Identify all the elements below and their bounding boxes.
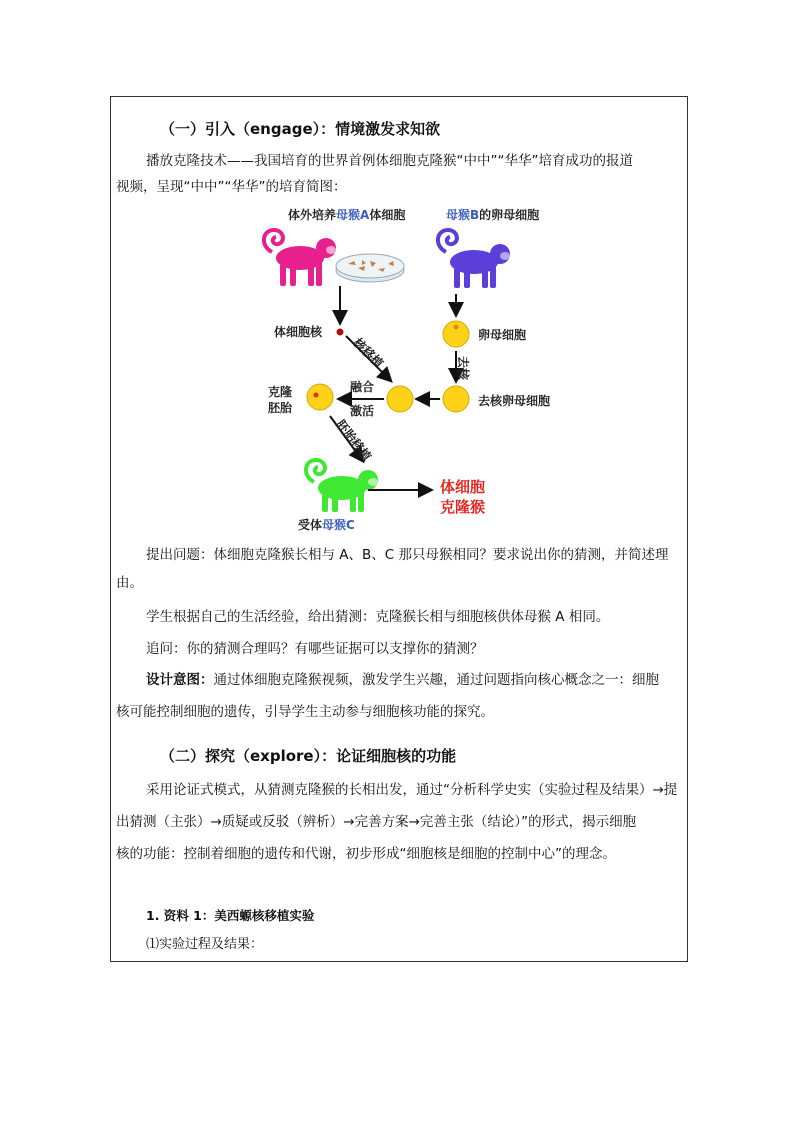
design-intent-line1: 设计意图：通过体细胞克隆猴视频，激发学生兴趣，通过问题指向核心概念之一：细胞 xyxy=(146,672,659,688)
nuclear-transfer-label: 核移植 xyxy=(350,335,387,371)
section2-line2: 出猜测（主张）→质疑或反驳（辨析）→完善方案→完善主张（结论）”的形式，揭示细胞 xyxy=(116,814,637,830)
oocyte-label: 卵母细胞 xyxy=(478,328,527,342)
result-label-1: 体细胞 xyxy=(440,478,486,496)
fused-cell-icon xyxy=(387,386,413,412)
clone-embryo-label-1: 克隆 xyxy=(268,385,293,399)
question-line2: 由。 xyxy=(116,575,143,591)
cloning-diagram-svg xyxy=(250,206,550,536)
design-intent-line2: 核可能控制细胞的遗传，引导学生主动参与细胞核功能的探究。 xyxy=(116,704,494,720)
section1-para-line2: 视频，呈现“中中”“华华”的培育简图： xyxy=(116,179,347,195)
activate-label: 激活 xyxy=(350,404,375,418)
recipient-label: 受体母猴C xyxy=(298,518,355,532)
enucleated-oocyte-label: 去核卵母细胞 xyxy=(478,394,551,408)
section2-line1: 采用论证式模式，从猜测克隆猴的长相出发，通过“分析科学史实（实验过程及结果）→提 xyxy=(146,782,678,798)
somatic-nucleus-dot xyxy=(337,329,344,336)
diagram-top-left-label: 体外培养母猴A体细胞 xyxy=(288,208,406,222)
somatic-nucleus-label: 体细胞核 xyxy=(274,325,323,339)
monkey-b-icon xyxy=(438,230,510,288)
question-line1: 提出问题：体细胞克隆猴长相与 A、B、C 那只母猴相同？要求说出你的猜测，并简述理 xyxy=(146,547,669,563)
section1-heading: （一）引入（engage）：情境激发求知欲 xyxy=(160,120,441,138)
embryo-transfer-label: 胚胎移植 xyxy=(333,417,374,464)
clone-embryo-label-2: 胚胎 xyxy=(268,401,293,415)
monkey-c-icon xyxy=(306,460,378,512)
design-intent-label: 设计意图： xyxy=(146,672,214,688)
result-label-2: 克隆猴 xyxy=(440,498,486,516)
material1-sub1: ⑴实验过程及结果： xyxy=(146,937,264,952)
enucleated-oocyte-icon xyxy=(443,386,469,412)
fuse-label: 融合 xyxy=(350,380,375,394)
clone-embryo-icon xyxy=(307,384,333,410)
student-guess: 学生根据自己的生活经验，给出猜测：克隆猴长相与细胞核供体母猴 A 相同。 xyxy=(146,609,610,625)
section1-para-line1: 播放克隆技术——我国培育的世界首例体细胞克隆猴“中中”“华华”培育成功的报道 xyxy=(146,153,633,169)
material1-heading: 1. 资料 1：美西螈核移植实验 xyxy=(146,908,315,923)
enucleate-label: 去核 xyxy=(456,356,470,381)
diagram-top-right-label: 母猴B的卵母细胞 xyxy=(446,208,540,222)
petri-dish-icon xyxy=(336,254,404,282)
followup-question: 追问：你的猜测合理吗？有哪些证据可以支撑你的猜测？ xyxy=(146,641,484,657)
monkey-a-icon xyxy=(264,230,336,286)
cloning-diagram xyxy=(250,206,550,536)
section2-heading: （二）探究（explore）：论证细胞核的功能 xyxy=(160,747,457,765)
section2-line3: 核的功能：控制着细胞的遗传和代谢，初步形成“细胞核是细胞的控制中心”的理念。 xyxy=(116,846,616,862)
